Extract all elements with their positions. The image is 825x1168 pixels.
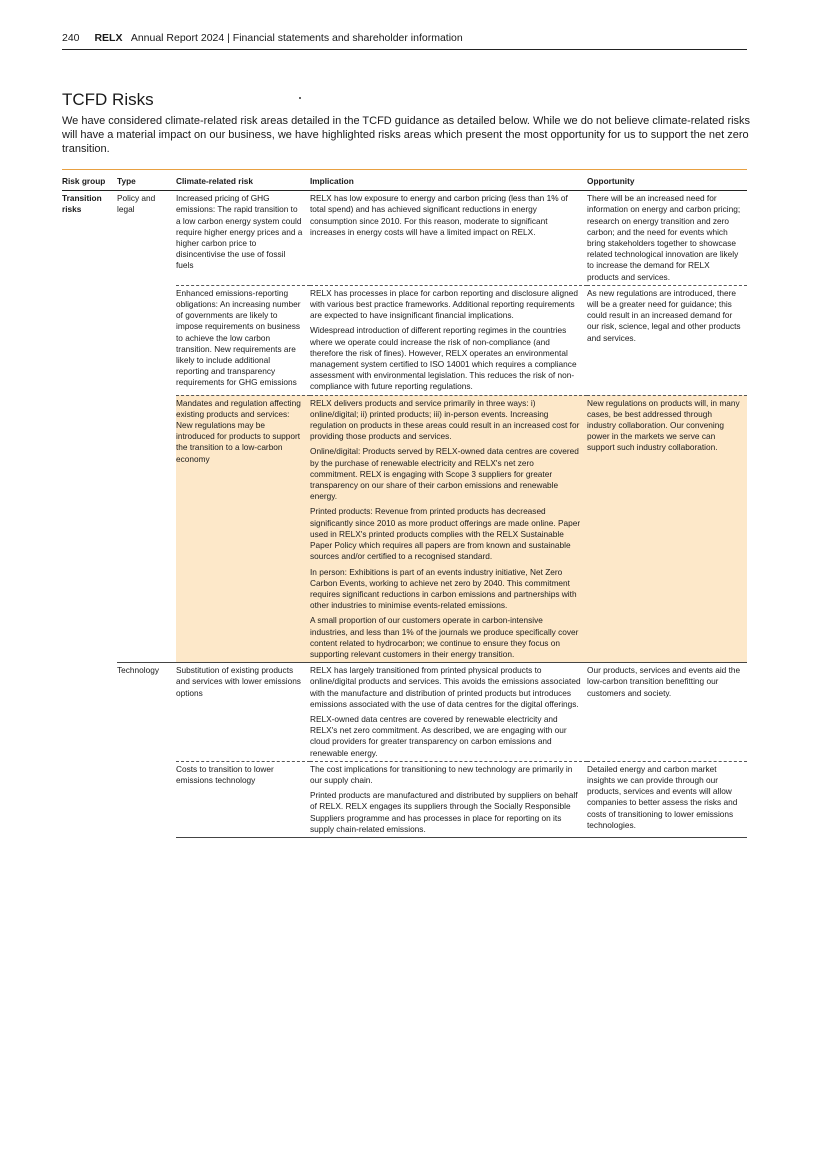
header-implication: Implication: [310, 172, 587, 191]
table-row: [62, 663, 747, 762]
implication-cell: The cost implications for transitioning to new technology are primarily in our supply chain. Printed products are manufactured and distributed by suppliers on behalf of RELX. RELX engages its suppliers through the Socially Responsible Suppliers programme and has processes in place for reporting on its supply chain-related emissions.: [310, 761, 587, 837]
page-header: [62, 31, 747, 50]
opportunity-cell: Our products, services and events aid the low-carbon transition benefitting our customers and society.: [587, 663, 747, 762]
table-row: [62, 191, 747, 286]
page-number: 240: [62, 32, 80, 44]
risk-cell: Increased pricing of GHG emissions: The rapid transition to a low carbon energy system could require higher energy prices and a higher carbon price to disincentivise the use of fossil fuels: [176, 193, 303, 271]
intro-paragraph: We have considered climate-related risk areas detailed in the TCFD guidance as detailed below. While we do not believe climate-related risks will have a material impact on our business, we have highlighted risks areas which present the most opportunity for us to support the net zero transition.: [62, 115, 751, 155]
risk-cell: Costs to transition to lower emissions technology: [176, 761, 310, 837]
stray-dot: [299, 97, 301, 99]
risk-cell: Mandates and regulation affecting existing products and services: New regulations may be introduced for products to support the transition to a low-carbon economy: [176, 395, 310, 662]
header-climate-risk: Climate-related risk: [176, 172, 310, 191]
implication-cell: RELX has largely transitioned from printed physical products to online/digital products and services. This avoids the emissions associated with the manufacture and distribution of printed products but introduces emissions associated with the use of data centres for the digital offerings. RELX-owned data centres are covered by renewable electricity and RELX's net zero commitment. As described, we are engaging with our cloud providers for greater transparency on carbon emissions and renewable energy.: [310, 663, 587, 762]
report-title: Annual Report 2024 | Financial statements and shareholder information: [130, 32, 463, 44]
risk-group-cell: Transition risks: [62, 193, 102, 215]
opportunity-cell: As new regulations are introduced, there will be a greater need for guidance; this could result in an increased demand for our risk, science, legal and other products and services.: [587, 285, 747, 395]
header-risk-group: Risk group: [62, 172, 117, 191]
risk-cell: Enhanced emissions-reporting obligations: An increasing number of governments are likely to impose requirements on business to achieve the low carbon transition. New requirements are likely to include additional reporting and transparency requirements for GHG emissions: [176, 285, 310, 395]
orange-divider: [62, 169, 747, 170]
risk-cell: Substitution of existing products and services with lower emissions options: [176, 663, 310, 762]
opportunity-cell: There will be an increased need for information on energy and carbon pricing; research on energy transition and zero carbon; and the need for events which bring stakeholders together to showcase related technological innovation are likely to increase the demand for RELX products and services.: [587, 193, 741, 282]
brand-name: RELX: [94, 32, 123, 44]
implication-cell: RELX has low exposure to energy and carbon pricing (less than 1% of total spend) and has achieved significant reductions in energy consumption since 2010. For this reason, moderate to significant increases in energy costs will have a limited impact on RELX.: [310, 193, 568, 237]
header-type: Type: [117, 172, 176, 191]
type-cell-policy: Policy and legal: [117, 193, 156, 215]
opportunity-cell: New regulations on products will, in many cases, be best addressed through industry collaboration. Our convening power in the markets we serve can support such industry collaboration.: [587, 395, 747, 662]
table-header-row: [62, 172, 747, 191]
implication-cell: RELX delivers products and service primarily in three ways: i) online/digital; ii) printed products; iii) in-person events. Increasing regulation on products in these areas could result in an increased cost for providing those products and services. Online/digital: Products served by RELX-owned data centres are covered by the purchase of renewable electricity and RELX's net zero commitment. RELX is engaging with Scope 3 suppliers for greater transparency on our share of their carbon emissions and renewable energy. Printed products: Revenue from printed products has decreased significantly since 2010 as more product offerings are made online. Paper used in RELX's printed products complies with the RELX Sustainable Paper Policy which requires all papers are from known and sustainable sources and/or certified to a recognised standard. In person: Exhibitions is part of an events industry initiative, Net Zero Carbon Events, working to achieve net zero by 2040. This commitment requires significant reductions in carbon emissions and partnerships with other industries to minimise events-related emissions. A small proportion of our customers operate in carbon-intensive industries, and less than 1% of the journals we produce specifically cover content related to hydrocarbon; we continue to ensure they focus on supporting relevant customers in their energy transition.: [310, 395, 587, 662]
implication-cell: RELX has processes in place for carbon reporting and disclosure aligned with various best practice frameworks. Additional reporting requirements are expected to have insignificant financial implications. Widespread introduction of different reporting regimes in the countries where we operate could increase the risk of non-compliance (and therefore the risk of fines). However, RELX operates an environmental management system certified to ISO 14001 which requires a compliance assessment with environmental legislation. This reduces the risk of non-compliance with future reporting regulations.: [310, 285, 587, 395]
opportunity-cell: Detailed energy and carbon market insights we can provide through our products, services and events will allow companies to better assess the risks and costs of transitioning to lower emissions technologies.: [587, 761, 747, 837]
page-title: TCFD Risks: [62, 90, 154, 109]
type-cell-technology: Technology: [117, 663, 176, 838]
header-opportunity: Opportunity: [587, 172, 747, 191]
tcfd-risks-table: [62, 172, 747, 838]
